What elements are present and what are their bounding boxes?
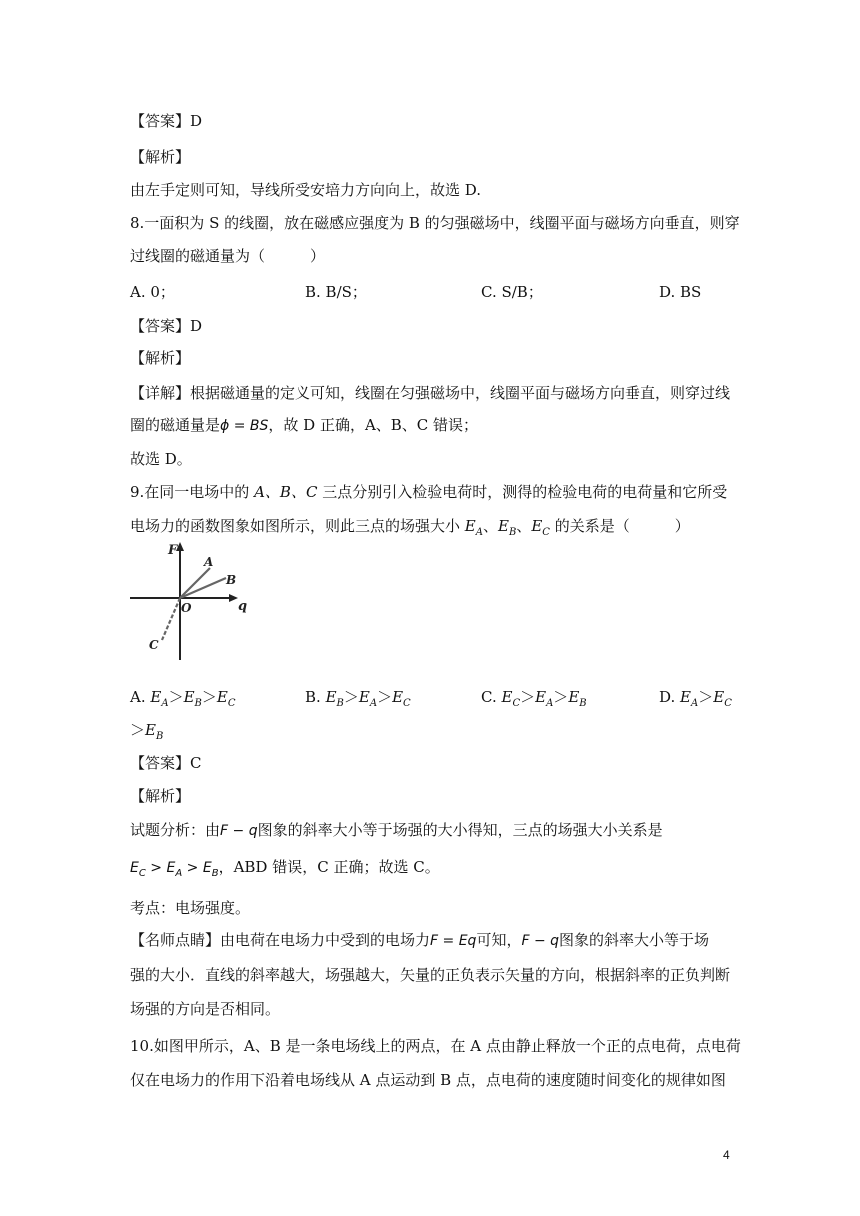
q9-ea [464,517,483,538]
exp9-l1-pre: 试题分析：由 [130,821,221,839]
explanation-7: 由左手定则可知，导线所受安培力方向向上，故选 D. [130,181,482,199]
origin-label: O [181,601,192,615]
q9-option-a: A. $E_A>E_B>E_C$ [130,688,236,709]
f-q-graph [126,540,256,665]
exp8-l2-post: ，故 D 正确，A、B、C 错误； [268,416,479,434]
tip-l1-mid: 可知， [476,931,522,949]
line-b-label: B [226,573,237,587]
question-9-line2 [130,516,690,543]
q8-option-b: B. B/S； [305,283,367,301]
question-10-line2: 仅在电场力的作用下沿着电场线从 A 点运动到 B 点，点电荷的速度随时间变化的规律如图 [130,1071,726,1089]
e-symbol: E [497,517,509,535]
question-8-line1: 8.一面积为 S 的线圈，放在磁感应强度为 B 的匀强磁场中，线圈平面与磁场方向垂直，则穿 [130,214,740,232]
answer-8: 【答案】D [130,317,203,335]
q9-option-d-line1: D. $E_A>E_C$ [659,688,732,709]
tip-line1 [130,930,709,951]
explanation-8-line1: 【详解】根据磁通量的定义可知，线圈在匀强磁场中，线圈平面与磁场方向垂直，则穿过线 [130,384,731,402]
e-symbol: E [464,517,476,535]
q8-option-c: C. S/B； [481,283,543,301]
tip-line2: 强的大小．直线的斜率越大，场强越大，矢量的正负表示矢量的方向，根据斜率的正负判断 [130,966,731,984]
q9-points: A、B、C [254,483,318,501]
sub-c: C [542,527,550,538]
q9-l2-post: 的关系是（ ） [549,517,690,535]
tip-line3: 场强的方向是否相同。 [130,1000,281,1018]
line-a-label: A [204,555,214,569]
q9-eb [497,517,517,538]
q8-option-d: D. BS [659,283,702,301]
q9-ec [531,517,550,538]
explanation-8-line3: 故选 D。 [130,450,192,468]
q9-l1-pre: 9.在同一电场中的 [130,483,255,501]
explanation-9-line1 [130,820,663,841]
kaodian: 考点：电场强度。 [130,899,251,917]
q9-l2-pre: 电场力的函数图象如图所示，则此三点的场强大小 [130,517,465,535]
x-axis-arrow [229,594,238,602]
analysis-9-heading: 【解析】 [130,787,191,805]
analysis-8-heading: 【解析】 [130,349,191,367]
sub-a: A [475,527,483,538]
f-eq-formula: F = Eq [430,933,477,949]
line-a [180,568,210,598]
q9-l1-post: 三点分别引入检验电荷时，测得的检验电荷的电荷量和它所受 [317,483,728,501]
sep: 、 [516,517,532,535]
answer-9: 【答案】C [130,754,202,772]
line-c [162,598,180,640]
question-8-line2: 过线圈的磁通量为（ ） [130,247,326,265]
line-c-label: C [149,638,159,652]
q9-option-d-line2: $>E_B$ [130,721,164,742]
field-inequality: $E_C > E_A > E_B$ [130,860,219,879]
f-q-formula: F − q [220,823,258,839]
q9-option-c: C. $E_C>E_A>E_B$ [481,688,587,709]
sep: 、 [482,517,498,535]
explanation-8-line2 [130,415,478,436]
line-b [180,578,226,598]
question-10-line1: 10.如图甲所示，A、B 是一条电场线上的两点，在 A 点由静止释放一个正的点电荷，点电荷 [130,1037,741,1055]
page-number: 4 [723,1148,730,1162]
exp8-l2-pre: 圈的磁通量是 [130,416,221,434]
f-q-formula-2: F − q [521,933,560,949]
tip-l1-post: 图象的斜率大小等于场 [559,931,710,949]
answer-7: 【答案】D [130,112,203,130]
sub-b: B [508,527,517,538]
explanation-9-line2 [130,857,440,884]
axis-q-label: q [238,599,248,614]
exp9-l2-post: ，ABD 错误，C 正确；故选 C。 [218,858,440,876]
q8-option-a: A. 0； [130,283,175,301]
tip-l1-pre: 【名师点睛】由电荷在电场力中受到的电场力 [130,931,431,949]
flux-formula: ϕ = BS [220,418,269,434]
axis-f-label: F [168,543,178,558]
analysis-7-heading: 【解析】 [130,148,191,166]
question-9-line1 [130,482,727,502]
e-symbol: E [531,517,543,535]
q9-option-b: B. $E_B>E_A>E_C$ [305,688,411,709]
exp9-l1-post: 图象的斜率大小等于场强的大小得知，三点的场强大小关系是 [257,821,663,839]
